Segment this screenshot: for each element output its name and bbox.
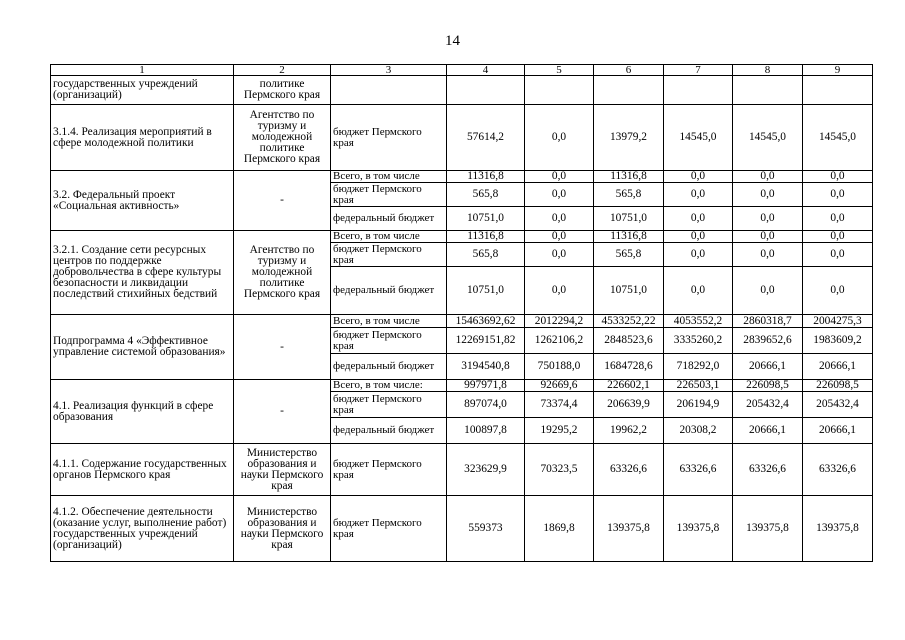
column-header: 1 — [51, 65, 234, 76]
value-cell: 206194,9 — [664, 392, 733, 418]
funding-source: Всего, в том числе — [331, 171, 447, 183]
executor: Министерство образования и науки Пермского края — [234, 496, 331, 562]
activity-name: 3.1.4. Реализация мероприятий в сфере молодежной политики — [51, 105, 234, 171]
value-cell: 0,0 — [803, 267, 873, 315]
value-cell: 0,0 — [733, 207, 803, 231]
funding-source: Всего, в том числе — [331, 231, 447, 243]
value-cell: 0,0 — [664, 183, 733, 207]
value-cell: 897074,0 — [447, 392, 525, 418]
value-cell: 70323,5 — [525, 444, 594, 496]
value-cell: 20666,1 — [733, 418, 803, 444]
value-cell: 11316,8 — [447, 171, 525, 183]
value-cell — [594, 76, 664, 105]
value-cell: 0,0 — [525, 105, 594, 171]
executor: - — [234, 315, 331, 380]
value-cell: 559373 — [447, 496, 525, 562]
value-cell: 2848523,6 — [594, 328, 664, 354]
value-cell: 11316,8 — [447, 231, 525, 243]
value-cell: 226098,5 — [733, 380, 803, 392]
table-row — [51, 380, 873, 392]
value-cell: 10751,0 — [594, 207, 664, 231]
table-row — [51, 105, 873, 171]
value-cell: 206639,9 — [594, 392, 664, 418]
value-cell: 0,0 — [525, 207, 594, 231]
value-cell: 565,8 — [447, 183, 525, 207]
value-cell: 57614,2 — [447, 105, 525, 171]
value-cell: 0,0 — [803, 207, 873, 231]
value-cell: 73374,4 — [525, 392, 594, 418]
column-header: 8 — [733, 65, 803, 76]
value-cell: 0,0 — [733, 183, 803, 207]
value-cell: 323629,9 — [447, 444, 525, 496]
executor: политике Пермского края — [234, 76, 331, 105]
value-cell: 2012294,2 — [525, 315, 594, 328]
value-cell: 63326,6 — [733, 444, 803, 496]
budget-table — [50, 64, 873, 562]
value-cell: 10751,0 — [447, 207, 525, 231]
value-cell: 226503,1 — [664, 380, 733, 392]
value-cell: 226602,1 — [594, 380, 664, 392]
funding-source: Всего, в том числе: — [331, 380, 447, 392]
funding-source: бюджет Пермского края — [331, 105, 447, 171]
value-cell: 11316,8 — [594, 171, 664, 183]
table-row — [51, 76, 873, 105]
value-cell: 63326,6 — [803, 444, 873, 496]
value-cell: 2860318,7 — [733, 315, 803, 328]
value-cell: 565,8 — [594, 243, 664, 267]
value-cell: 0,0 — [525, 267, 594, 315]
value-cell: 1983609,2 — [803, 328, 873, 354]
value-cell: 19295,2 — [525, 418, 594, 444]
value-cell: 0,0 — [664, 171, 733, 183]
value-cell: 139375,8 — [664, 496, 733, 562]
value-cell: 0,0 — [525, 171, 594, 183]
value-cell: 997971,8 — [447, 380, 525, 392]
table-row — [51, 315, 873, 328]
funding-source: бюджет Пермского края — [331, 496, 447, 562]
value-cell: 0,0 — [525, 183, 594, 207]
funding-source: федеральный бюджет — [331, 267, 447, 315]
value-cell — [664, 76, 733, 105]
value-cell: 1262106,2 — [525, 328, 594, 354]
activity-name: государственных учреждений (организаций) — [51, 76, 234, 105]
value-cell: 1684728,6 — [594, 354, 664, 380]
value-cell: 205432,4 — [803, 392, 873, 418]
value-cell: 0,0 — [664, 243, 733, 267]
funding-source: бюджет Пермского края — [331, 243, 447, 267]
funding-source: федеральный бюджет — [331, 418, 447, 444]
value-cell: 565,8 — [594, 183, 664, 207]
value-cell: 0,0 — [664, 267, 733, 315]
value-cell: 0,0 — [803, 243, 873, 267]
value-cell: 100897,8 — [447, 418, 525, 444]
activity-name: 4.1.2. Обеспечение деятельности (оказание услуг, выполнение работ) государственных учреждений (организаций) — [51, 496, 234, 562]
value-cell: 14545,0 — [664, 105, 733, 171]
value-cell: 3194540,8 — [447, 354, 525, 380]
table-row — [51, 171, 873, 183]
page-number: 14 — [445, 33, 460, 49]
value-cell: 10751,0 — [594, 267, 664, 315]
value-cell: 0,0 — [525, 243, 594, 267]
activity-name: 4.1.1. Содержание государственных органов Пермского края — [51, 444, 234, 496]
value-cell: 0,0 — [733, 267, 803, 315]
value-cell: 13979,2 — [594, 105, 664, 171]
funding-source: федеральный бюджет — [331, 354, 447, 380]
column-header: 9 — [803, 65, 873, 76]
funding-source: Всего, в том числе — [331, 315, 447, 328]
executor: Министерство образования и науки Пермского края — [234, 444, 331, 496]
value-cell: 20666,1 — [803, 354, 873, 380]
value-cell: 4533252,22 — [594, 315, 664, 328]
value-cell: 4053552,2 — [664, 315, 733, 328]
value-cell: 0,0 — [664, 231, 733, 243]
value-cell: 63326,6 — [664, 444, 733, 496]
value-cell: 139375,8 — [594, 496, 664, 562]
activity-name: Подпрограмма 4 «Эффективное управление системой образования» — [51, 315, 234, 380]
column-header: 2 — [234, 65, 331, 76]
value-cell: 11316,8 — [594, 231, 664, 243]
value-cell: 2004275,3 — [803, 315, 873, 328]
value-cell — [733, 76, 803, 105]
column-header: 6 — [594, 65, 664, 76]
value-cell — [803, 76, 873, 105]
value-cell: 565,8 — [447, 243, 525, 267]
value-cell: 0,0 — [733, 171, 803, 183]
value-cell: 15463692,62 — [447, 315, 525, 328]
activity-name: 3.2. Федеральный проект «Социальная активность» — [51, 171, 234, 231]
value-cell: 20666,1 — [733, 354, 803, 380]
value-cell: 1869,8 — [525, 496, 594, 562]
value-cell: 92669,6 — [525, 380, 594, 392]
funding-source: федеральный бюджет — [331, 207, 447, 231]
value-cell: 14545,0 — [803, 105, 873, 171]
value-cell: 0,0 — [803, 231, 873, 243]
value-cell — [447, 76, 525, 105]
value-cell: 0,0 — [664, 207, 733, 231]
value-cell: 3335260,2 — [664, 328, 733, 354]
column-header: 4 — [447, 65, 525, 76]
funding-source: бюджет Пермского края — [331, 392, 447, 418]
value-cell: 0,0 — [733, 243, 803, 267]
value-cell: 12269151,82 — [447, 328, 525, 354]
table-row — [51, 444, 873, 496]
value-cell: 139375,8 — [733, 496, 803, 562]
table-row — [51, 496, 873, 562]
value-cell: 0,0 — [525, 231, 594, 243]
funding-source — [331, 76, 447, 105]
executor: - — [234, 171, 331, 231]
value-cell: 63326,6 — [594, 444, 664, 496]
value-cell: 10751,0 — [447, 267, 525, 315]
value-cell — [525, 76, 594, 105]
funding-source: бюджет Пермского края — [331, 328, 447, 354]
header-row — [51, 65, 873, 76]
executor: Агентство по туризму и молодежной политике Пермского края — [234, 231, 331, 315]
value-cell: 0,0 — [733, 231, 803, 243]
activity-name: 3.2.1. Создание сети ресурсных центров по поддержке добровольчества в сфере культуры безопасности и ликвидации последствий стихийных бедствий — [51, 231, 234, 315]
value-cell: 2839652,6 — [733, 328, 803, 354]
value-cell: 20666,1 — [803, 418, 873, 444]
value-cell: 139375,8 — [803, 496, 873, 562]
value-cell: 750188,0 — [525, 354, 594, 380]
value-cell: 205432,4 — [733, 392, 803, 418]
column-header: 7 — [664, 65, 733, 76]
value-cell: 14545,0 — [733, 105, 803, 171]
table-row — [51, 231, 873, 243]
value-cell: 0,0 — [803, 183, 873, 207]
value-cell: 226098,5 — [803, 380, 873, 392]
column-header: 3 — [331, 65, 447, 76]
column-header: 5 — [525, 65, 594, 76]
funding-source: бюджет Пермского края — [331, 183, 447, 207]
activity-name: 4.1. Реализация функций в сфере образования — [51, 380, 234, 444]
executor: Агентство по туризму и молодежной политике Пермского края — [234, 105, 331, 171]
value-cell: 19962,2 — [594, 418, 664, 444]
funding-source: бюджет Пермского края — [331, 444, 447, 496]
executor: - — [234, 380, 331, 444]
value-cell: 20308,2 — [664, 418, 733, 444]
value-cell: 718292,0 — [664, 354, 733, 380]
value-cell: 0,0 — [803, 171, 873, 183]
